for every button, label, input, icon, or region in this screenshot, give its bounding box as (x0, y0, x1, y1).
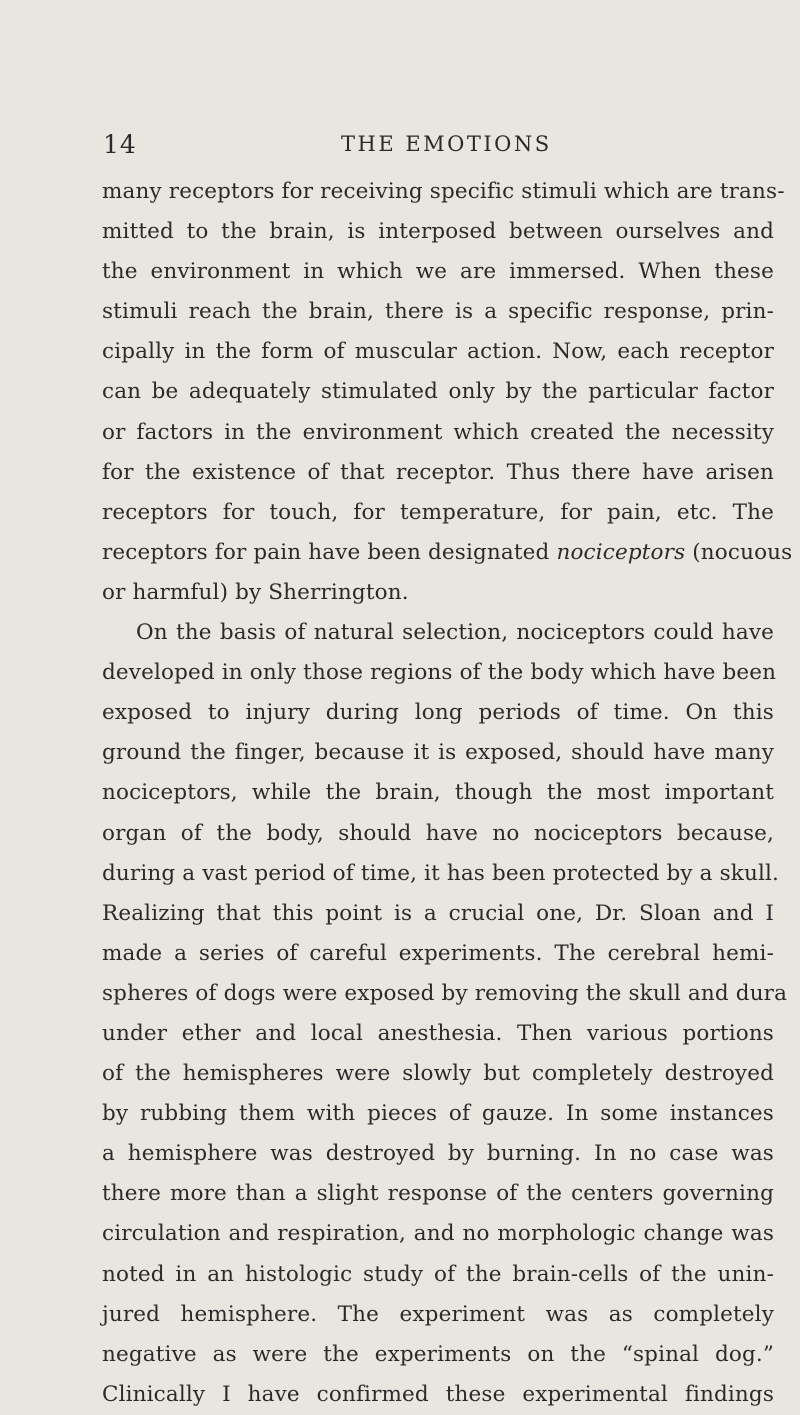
running-title: THE EMOTIONS (341, 132, 552, 156)
text-line: negative as were the experiments on the “spinal dog.” (102, 1341, 774, 1367)
text-line: mitted to the brain, is interposed between ourselves and (102, 219, 774, 245)
text-line: by rubbing them with pieces of gauze. In some instances (102, 1101, 774, 1127)
text-line: organ of the body, should have no nociceptors because, (102, 820, 774, 846)
text-line: spheres of dogs were exposed by removing the skull and dura (102, 980, 788, 1006)
text-line: under ether and local anesthesia. Then various portions (102, 1020, 774, 1046)
text-line: a hemisphere was destroyed by burning. In no case was (102, 1141, 774, 1167)
body-text (102, 172, 793, 1415)
text-line: for the existence of that receptor. Thus there have arisen (102, 459, 774, 485)
text-line: ground the finger, because it is exposed, should have many (102, 740, 774, 766)
text-line: the environment in which we are immersed. When these (102, 259, 774, 285)
text-line: or factors in the environment which created the necessity (102, 419, 774, 445)
text-line: developed in only those regions of the body which have been (102, 660, 777, 686)
text-line: receptors for touch, for temperature, for pain, etc. The (102, 499, 774, 525)
text-line: Clinically I have confirmed these experimental findings (102, 1381, 774, 1407)
text-line: nociceptors, while the brain, though the most important (102, 780, 774, 806)
text-segment: (nocuous (685, 539, 793, 565)
text-line: stimuli reach the brain, there is a specific response, prin- (102, 299, 774, 325)
text-line: jured hemisphere. The experiment was as completely (102, 1301, 774, 1327)
text-line: or harmful) by Sherrington. (102, 579, 409, 605)
text-segment: receptors for pain have been designated (102, 539, 557, 565)
text-line: On the basis of natural selection, nociceptors could have (136, 620, 774, 646)
text-line: can be adequately stimulated only by the particular factor (102, 379, 774, 405)
text-line: many receptors for receiving specific stimuli which are trans- (102, 179, 785, 204)
italic-term: nociceptors (556, 539, 686, 565)
running-head (103, 130, 763, 166)
text-line: circulation and respiration, and no morphologic change was (102, 1221, 774, 1247)
text-line: there more than a slight response of the centers governing (102, 1181, 774, 1207)
text-line: exposed to injury during long periods of time. On this (102, 700, 774, 726)
text-line: during a vast period of time, it has been protected by a skull. (102, 860, 780, 886)
text-line: Realizing that this point is a crucial one, Dr. Sloan and I (102, 900, 774, 926)
text-line: cipally in the form of muscular action. Now, each receptor (102, 339, 774, 365)
text-line: of the hemispheres were slowly but completely destroyed (102, 1061, 774, 1087)
text-line (102, 533, 793, 573)
text-line: made a series of careful experiments. The cerebral hemi- (102, 940, 774, 966)
text-line: noted in an histologic study of the brain-cells of the unin- (102, 1261, 774, 1287)
page-number: 14 (103, 130, 137, 159)
